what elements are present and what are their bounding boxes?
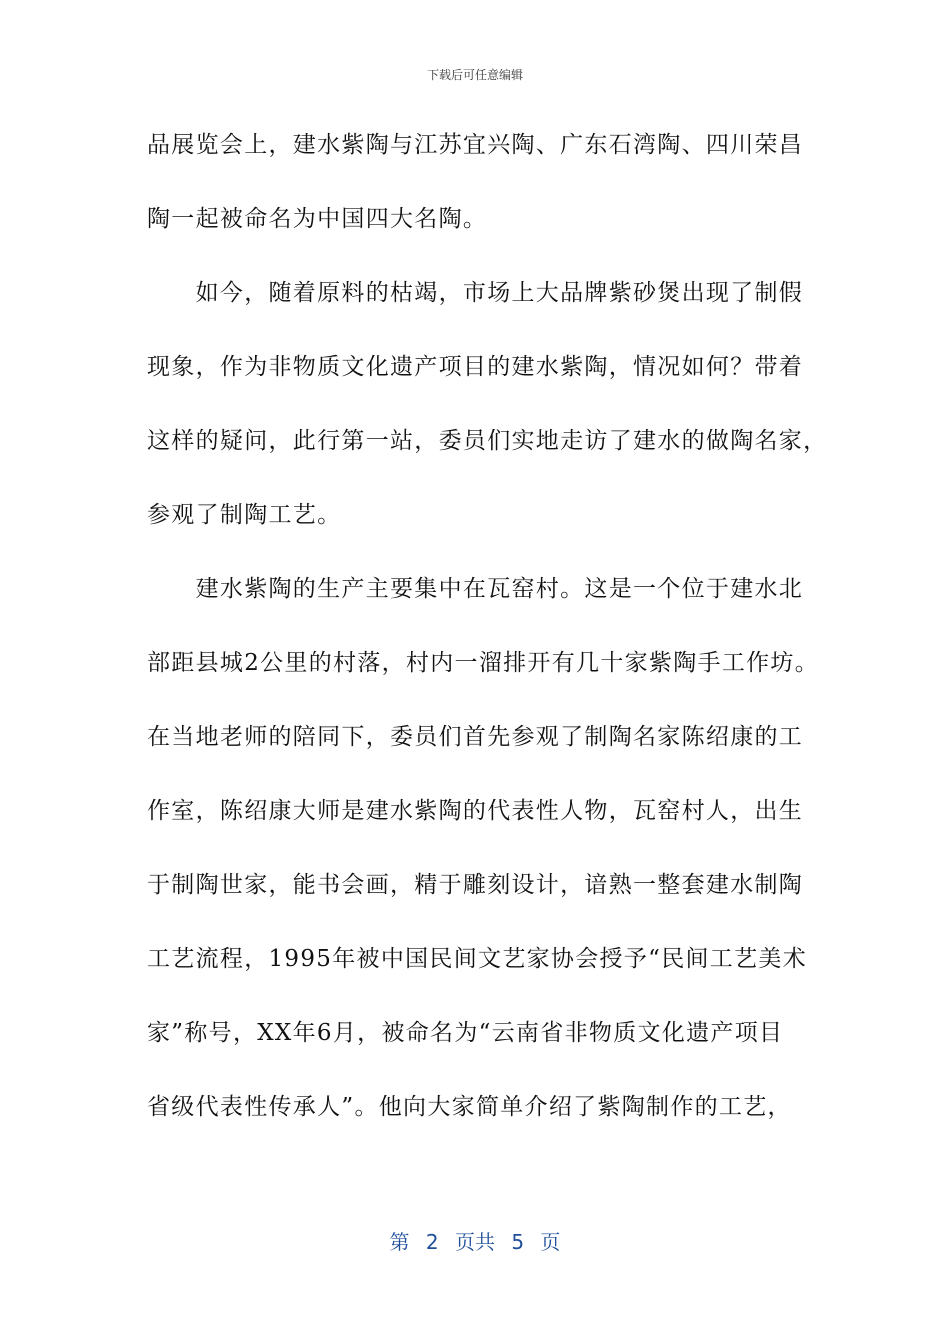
text-line: 在当地老师的陪同下，委员们首先参观了制陶名家陈绍康的工: [147, 724, 804, 750]
paragraph: [147, 270, 828, 566]
document-body: [147, 122, 828, 1158]
text-line: 工艺流程，1995年被中国民间文艺家协会授予“民间工艺美术: [147, 946, 807, 972]
text-line: 现象，作为非物质文化遗产项目的建水紫陶，情况如何？带着: [147, 354, 804, 380]
text-line: 品展览会上，建水紫陶与江苏宜兴陶、广东石湾陶、四川荣昌: [147, 132, 804, 158]
text-line: 如今，随着原料的枯竭，市场上大品牌紫砂煲出现了制假: [147, 280, 804, 306]
text-line: 部距县城2公里的村落，村内一溜排开有几十家紫陶手工作坊。: [147, 650, 820, 676]
text-line: 于制陶世家，能书会画，精于雕刻设计，谙熟一整套建水制陶: [147, 872, 804, 898]
page-number-footer: 第 2 页共 5 页: [389, 1230, 561, 1254]
text-line: 陶一起被命名为中国四大名陶。: [147, 206, 488, 232]
text-line: 作室，陈绍康大师是建水紫陶的代表性人物，瓦窑村人，出生: [147, 798, 804, 824]
text-line: 这样的疑问，此行第一站，委员们实地走访了建水的做陶名家，: [147, 428, 828, 454]
paragraph: [147, 122, 819, 270]
text-line: 省级代表性传承人”。他向大家简单介绍了紫陶制作的工艺，: [147, 1094, 792, 1120]
paragraph: [147, 566, 819, 1158]
text-line: 参观了制陶工艺。: [147, 502, 342, 528]
text-line: 家”称号，XX年6月，被命名为“云南省非物质文化遗产项目: [147, 1020, 784, 1046]
page-header: 下载后可任意编辑: [426, 68, 523, 82]
text-line: 建水紫陶的生产主要集中在瓦窑村。这是一个位于建水北: [147, 576, 804, 602]
